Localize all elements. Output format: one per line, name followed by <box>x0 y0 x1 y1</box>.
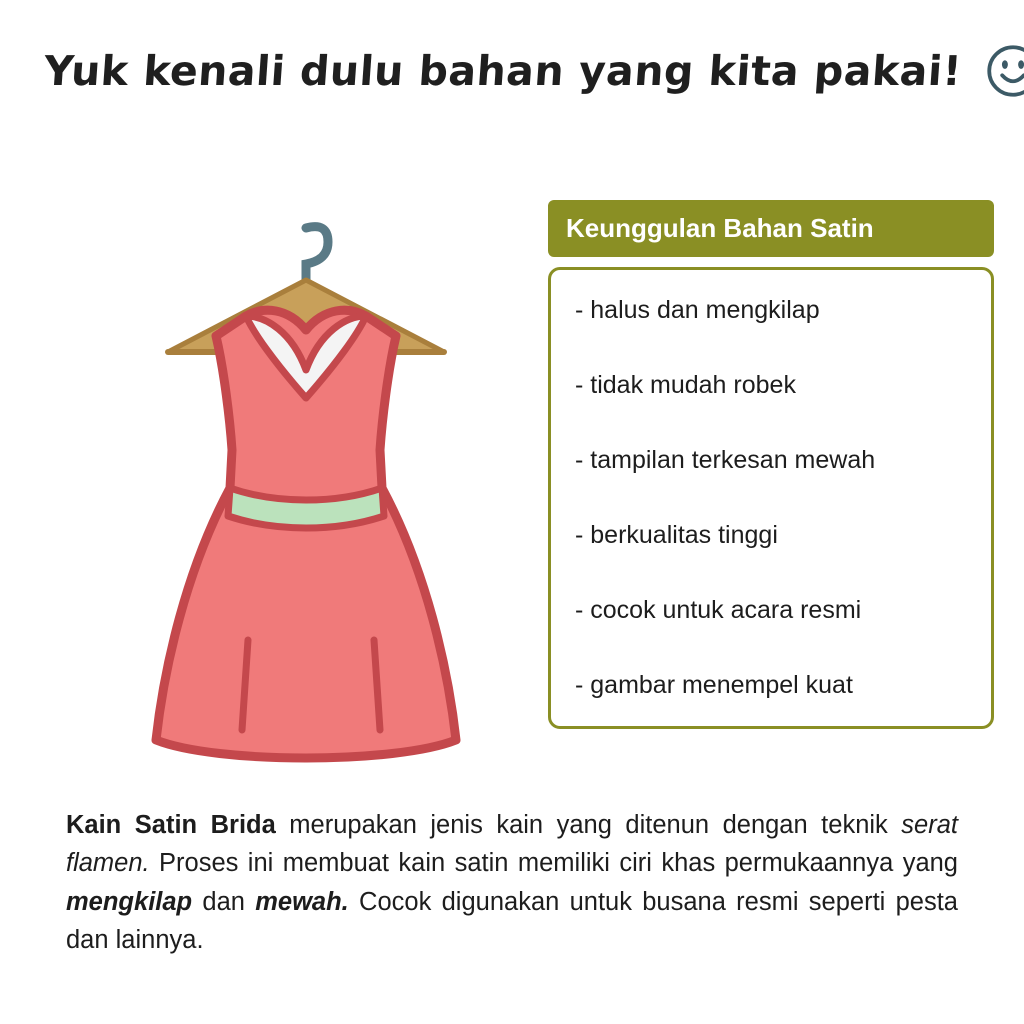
paragraph-text-4: Cocok digunakan untuk busana resmi seperti pesta dan lainnya. <box>66 887 958 954</box>
list-item: - halus dan mengkilap <box>575 295 820 324</box>
paragraph-text-1: merupakan jenis kain yang ditenun dengan teknik <box>275 811 902 839</box>
list-item: - cocok untuk acara resmi <box>575 595 862 624</box>
paragraph-bold-lead: Kain Satin Brida <box>66 811 276 839</box>
paragraph-italic-term: serat flamen. <box>66 811 958 878</box>
paragraph-emphasis-2: mewah. <box>255 887 349 916</box>
hanger-hook-icon <box>306 227 328 288</box>
list-item: - gambar menempel kuat <box>575 670 853 699</box>
paragraph-emphasis-1: mengkilap <box>66 887 193 916</box>
paragraph-text-2: Proses ini membuat kain satin memiliki ciri khas permukaannya yang <box>149 849 958 878</box>
header <box>44 36 984 106</box>
list-item: - tidak mudah robek <box>575 370 796 399</box>
smiley-face-icon <box>986 44 1024 98</box>
panel-title: Keunggulan Bahan Satin <box>548 200 994 257</box>
list-item: - berkualitas tinggi <box>575 520 778 549</box>
advantages-panel <box>548 200 994 729</box>
page-title: Yuk kenali dulu bahan yang kita pakai! <box>42 47 964 95</box>
description-paragraph <box>66 806 958 959</box>
paragraph-text-3: dan <box>192 887 256 916</box>
list-item: - tampilan terkesan mewah <box>575 445 876 474</box>
advantages-list <box>548 267 994 729</box>
pink-dress-on-hanger-illustration <box>96 120 516 780</box>
dress-svg <box>96 120 516 780</box>
